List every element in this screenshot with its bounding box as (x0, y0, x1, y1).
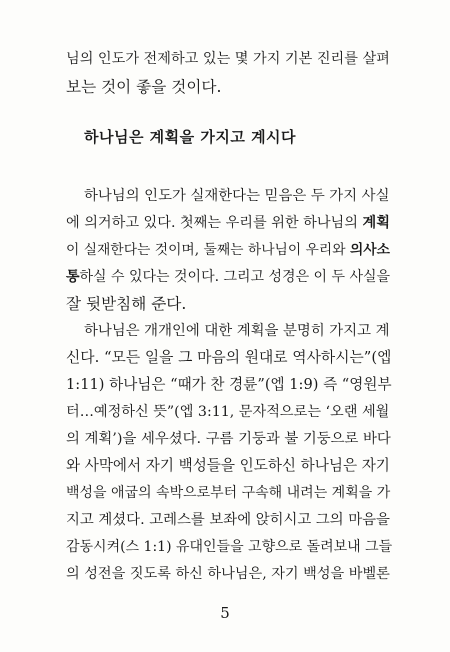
paragraph2-line-5: 의 계획’)을 세우셨다. 구름 기둥과 불 기둥으로 바다 (66, 431, 391, 447)
paragraph1-line-2-text: 에 의거하고 있다. 첫째는 우리를 위한 하나님의 (66, 215, 358, 231)
paragraph1-line-5: 잘 뒷받침해 준다. (66, 295, 187, 313)
bold-term-communicate-end: 통 (66, 269, 80, 285)
paragraph2-line-8: 지고 계셨다. 고레스를 보좌에 앉히시고 그의 마음을 (66, 512, 390, 528)
paragraph1-line-3 (66, 240, 392, 260)
paragraph1-line-4-text: 하실 수 있다는 것이다. 그리고 성경은 이 두 사실을 (79, 269, 391, 285)
page-number: 5 (220, 604, 230, 622)
paragraph2-line-2: 신다. “모든 일을 그 마음의 원대로 역사하시는”(엡 (66, 349, 392, 366)
paragraph2-line-4: 터…예정하신 뜻”(엡 3:11, 문자적으로는 ‘오랜 세월 (66, 404, 390, 420)
paragraph1-line-3-text: 이 실재한다는 것이며, 둘째는 하나님이 우리와 (66, 242, 346, 258)
paragraph1-line-4 (66, 267, 392, 287)
paragraph2-line-3: 1:11) 하나님은 “때가 찬 경륜”(엡 1:9) 즉 “영원부 (66, 376, 392, 393)
section-heading: 하나님은 계획을 가지고 계시다 (84, 128, 297, 146)
paragraph2-line-1: 하나님은 개개인에 대한 계획을 분명히 가지고 계 (84, 323, 390, 339)
bold-term-plan: 계획 (362, 215, 390, 231)
intro-line-1: 님의 인도가 전제하고 있는 몇 가지 기본 진리를 살펴 (66, 51, 390, 67)
paragraph1-line-2 (66, 213, 392, 233)
paragraph2-line-9: 감동시켜(스 1:1) 유대인들을 고향으로 돌려보내 그들 (66, 539, 392, 555)
intro-line-2: 보는 것이 좋을 것이다. (66, 78, 222, 96)
paragraph2-line-10: 의 성전을 짓도록 하신 하나님은, 자기 백성을 바벨론 (66, 566, 390, 582)
bold-term-communicate: 의사소 (349, 242, 390, 258)
paragraph2-line-6: 와 사막에서 자기 백성들을 인도하신 하나님은 자기 (66, 457, 390, 474)
paragraph1-line-1: 하나님의 인도가 실재한다는 믿음은 두 가지 사실 (84, 188, 390, 204)
paragraph2-line-7: 백성을 애굽의 속박으로부터 구속해 내려는 계획을 가 (66, 485, 391, 501)
